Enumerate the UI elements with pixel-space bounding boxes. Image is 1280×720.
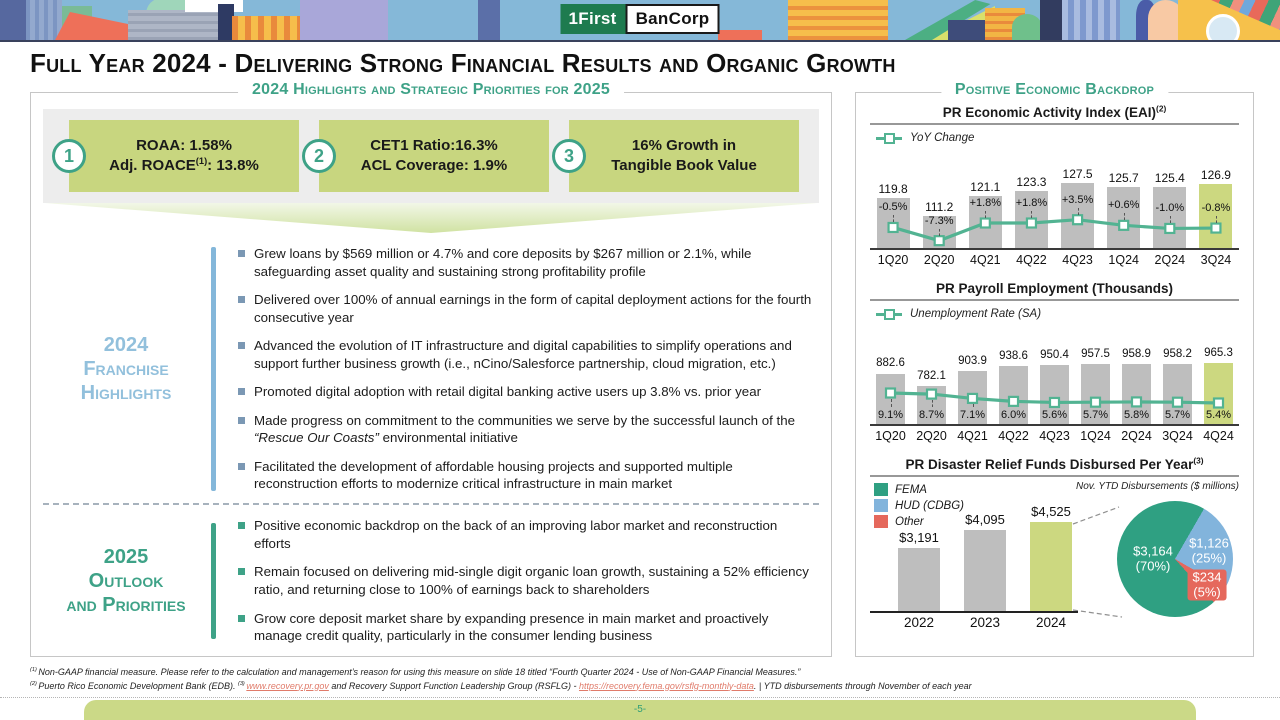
logo-first-mark: 1First bbox=[561, 4, 626, 34]
plot-area bbox=[870, 148, 1239, 250]
x-axis-label: 2Q20 bbox=[916, 429, 947, 443]
label-tick bbox=[1078, 208, 1079, 215]
bullet-list bbox=[234, 515, 819, 647]
text-segment: ACL Coverage: 1.9% bbox=[360, 157, 508, 174]
list-item bbox=[234, 563, 815, 598]
bullet-square-icon bbox=[238, 615, 245, 622]
bullet-list bbox=[234, 239, 819, 499]
pie-slice-label bbox=[1189, 536, 1229, 565]
highlight-text bbox=[319, 136, 549, 156]
bullet-text bbox=[254, 564, 809, 597]
chart-title-rule bbox=[870, 123, 1239, 125]
section-label bbox=[43, 515, 209, 647]
list-item bbox=[234, 458, 815, 493]
x-axis-label: 2024 bbox=[1035, 615, 1067, 630]
bullet-square-icon bbox=[238, 463, 245, 470]
label-tick bbox=[1216, 216, 1217, 223]
chart-title bbox=[870, 281, 1239, 296]
chart-pr-payroll-employment-thousands- bbox=[870, 281, 1239, 443]
bar-value-label: 958.9 bbox=[1122, 347, 1151, 360]
banner-shape bbox=[718, 30, 762, 40]
bar-value-label: 950.4 bbox=[1040, 348, 1069, 361]
bullet-text bbox=[254, 292, 811, 325]
bar bbox=[1030, 522, 1072, 611]
bar-value-label: 903.9 bbox=[958, 354, 987, 367]
list-item bbox=[234, 517, 815, 552]
section-label-line: 2025 bbox=[103, 546, 149, 568]
x-axis-label: 1Q24 bbox=[1108, 253, 1139, 267]
text-segment: and Recovery Support Function Leadership Group (RSFLG) - bbox=[328, 680, 579, 691]
page-number-bar bbox=[84, 700, 1196, 720]
x-axis-line bbox=[870, 611, 1078, 613]
bar-value-label: 782.1 bbox=[917, 370, 946, 383]
bar bbox=[898, 548, 940, 611]
text-segment: Advanced the evolution of IT infrastructure and digital capabilities to simplify operations and support further business growth (i.e., nCino/Salesforce partnership, cloud migration, etc.) bbox=[254, 338, 792, 371]
pie-slice-value: $1,126 bbox=[1189, 535, 1229, 551]
banner-shape bbox=[948, 20, 988, 40]
label-tick bbox=[1124, 213, 1125, 220]
legend-label: YoY Change bbox=[910, 132, 975, 144]
chart-title bbox=[870, 457, 1239, 472]
label-tick bbox=[939, 229, 940, 236]
line-value-label: -7.3% bbox=[924, 214, 954, 227]
x-axis-label: 4Q23 bbox=[1062, 253, 1093, 267]
list-item bbox=[234, 383, 815, 401]
chart-title bbox=[870, 105, 1239, 120]
bar-value-label: 123.3 bbox=[1016, 175, 1047, 190]
legend-entry-label: FEMA bbox=[895, 483, 927, 496]
label-tick bbox=[891, 399, 892, 407]
legend-entry-label: Other bbox=[895, 515, 924, 528]
highlight-number-badge: 2 bbox=[302, 139, 336, 173]
x-axis-label: 4Q22 bbox=[1016, 253, 1047, 267]
bar-value-label: 882.6 bbox=[876, 357, 905, 370]
chart-note: Nov. YTD Disbursements ($ millions) bbox=[1075, 481, 1239, 492]
x-axis-label: 4Q21 bbox=[970, 253, 1001, 267]
line-value-label: +3.5% bbox=[1061, 193, 1094, 206]
text-segment: (3) bbox=[237, 680, 247, 687]
label-tick bbox=[973, 404, 974, 407]
banner-shape bbox=[788, 0, 888, 40]
list-item bbox=[234, 291, 815, 326]
highlight-box bbox=[313, 120, 549, 192]
line-value-label: +1.8% bbox=[969, 197, 1002, 209]
x-axis-label: 2022 bbox=[903, 615, 935, 630]
banner-shape bbox=[1012, 14, 1042, 40]
bullet-square-icon bbox=[238, 522, 245, 529]
bar-value-label: 958.2 bbox=[1163, 347, 1192, 360]
chart-title-text: PR Disaster Relief Funds Disbursed Per Year bbox=[905, 457, 1194, 472]
x-axis-label: 2Q20 bbox=[923, 253, 955, 267]
line-value-label: -0.8% bbox=[1201, 202, 1231, 215]
text-segment: environmental initiative bbox=[378, 430, 518, 446]
chart-title-rule bbox=[870, 299, 1239, 301]
left-panel-header: 2024 Highlights and Strategic Priorities for 2025 bbox=[238, 81, 624, 99]
x-axis-label: 4Q23 bbox=[1039, 429, 1070, 443]
line-value-label: 5.4% bbox=[1205, 409, 1232, 421]
bar-value-label: 125.4 bbox=[1154, 171, 1185, 186]
highlight-number-badge: 3 bbox=[552, 139, 586, 173]
bullet-text bbox=[254, 413, 795, 446]
bar-value-label: 126.9 bbox=[1200, 168, 1231, 183]
trend-line bbox=[870, 148, 1239, 248]
line-marker-icon bbox=[876, 313, 902, 316]
text-segment: Puerto Rico Economic Development Bank (EDB). bbox=[38, 680, 238, 691]
x-axis-label: 2Q24 bbox=[1121, 429, 1152, 443]
line-value-label: +1.8% bbox=[1015, 197, 1048, 209]
bullet-square-icon bbox=[238, 388, 245, 395]
x-axis-label: 1Q20 bbox=[875, 429, 906, 443]
footnotes bbox=[30, 666, 1254, 693]
text-segment: “Rescue Our Coasts” bbox=[254, 430, 379, 446]
banner-shape bbox=[0, 0, 26, 40]
bar-value-label: 957.5 bbox=[1081, 347, 1110, 360]
x-axis-label: 3Q24 bbox=[1162, 429, 1193, 443]
footnote-link[interactable]: https://recovery.fema.gov/rsflg-monthly-data bbox=[579, 680, 754, 691]
chart-legend bbox=[876, 308, 1239, 320]
label-tick bbox=[985, 211, 986, 218]
bar-value-label: $3,191 bbox=[899, 530, 939, 546]
pie-slice-value: $234 bbox=[1192, 569, 1222, 585]
line-value-label: 5.8% bbox=[1123, 409, 1150, 421]
text-segment: Made progress on commitment to the communities we serve by the successful launch of the bbox=[254, 412, 795, 428]
x-axis-label: 1Q24 bbox=[1080, 429, 1111, 443]
banner-shape bbox=[128, 10, 220, 40]
bar-value-label: $4,095 bbox=[965, 512, 1005, 528]
text-segment: ROAA: 1.58% bbox=[136, 137, 232, 155]
page-title: Full Year 2024 - Delivering Strong Financial Results and Organic Growth bbox=[30, 48, 896, 78]
page-number: -5- bbox=[633, 704, 647, 715]
legend-label: Unemployment Rate (SA) bbox=[910, 308, 1042, 320]
banner-shape bbox=[185, 0, 243, 12]
label-tick bbox=[1031, 211, 1032, 218]
section-label-line: and Priorities bbox=[66, 594, 186, 616]
list-item bbox=[234, 245, 815, 280]
text-segment: Remain focused on delivering mid-single digit organic loan growth, sustaining a 52% efficiency ratio, and returning close to 100% of earnings back to shareholders bbox=[254, 564, 809, 597]
bar-value-label: 965.3 bbox=[1204, 346, 1233, 359]
text-segment: CET1 Ratio:16.3% bbox=[370, 137, 498, 155]
text-segment: (1) bbox=[30, 667, 39, 673]
list-item bbox=[234, 337, 815, 372]
highlight-text bbox=[69, 156, 299, 176]
text-segment: Facilitated the development of affordable housing projects and supported multiple reconstruction efforts to modernize critical infrastructure in main market bbox=[254, 458, 733, 492]
section-accent-bar bbox=[211, 247, 216, 491]
highlight-text bbox=[319, 156, 549, 176]
list-item bbox=[234, 610, 815, 645]
section-2025 bbox=[31, 509, 831, 647]
line-value-label: 5.7% bbox=[1164, 409, 1191, 421]
bullet-square-icon bbox=[238, 342, 245, 349]
logo-bancorp-mark: BanCorp bbox=[626, 4, 720, 34]
section-divider bbox=[43, 503, 819, 505]
footnote-line bbox=[30, 680, 1254, 694]
highlight-text bbox=[569, 136, 799, 156]
economic-backdrop-panel bbox=[855, 81, 1254, 657]
bar-value-label: 119.8 bbox=[878, 182, 908, 197]
x-axis-label: 4Q22 bbox=[998, 429, 1029, 443]
highlight-number-badge: 1 bbox=[52, 139, 86, 173]
label-tick bbox=[1170, 216, 1171, 223]
banner-shape bbox=[300, 0, 388, 40]
bar-value-label: 938.6 bbox=[999, 350, 1028, 363]
bullet-text bbox=[254, 384, 761, 399]
highlight-text bbox=[569, 156, 799, 176]
bar-value-label: 111.2 bbox=[925, 199, 954, 214]
line-value-label: 8.7% bbox=[918, 409, 945, 421]
text-segment: Delivered over 100% of annual earnings in the form of capital deployment actions for the fourth consecutive year bbox=[254, 292, 812, 325]
chart-title-footnote-ref: (2) bbox=[1156, 103, 1167, 114]
bullet-square-icon bbox=[238, 417, 245, 424]
text-segment: 16% Growth in bbox=[631, 137, 737, 155]
plot-area bbox=[870, 324, 1239, 426]
section-label-line: Outlook bbox=[88, 570, 164, 592]
section-label-line: 2024 bbox=[103, 334, 149, 356]
footnote-link[interactable]: www.recovery.pr.gov bbox=[246, 680, 329, 691]
text-segment: Tangible Book Value bbox=[611, 157, 757, 174]
banner-shape bbox=[1040, 0, 1062, 40]
highlight-box bbox=[563, 120, 799, 192]
text-segment: : 13.8% bbox=[207, 157, 259, 174]
chart-disaster-relief-funds bbox=[870, 457, 1239, 633]
text-segment: (2) bbox=[30, 680, 39, 687]
city-skyline-illustration bbox=[0, 0, 1280, 42]
x-axis-label: 2023 bbox=[969, 615, 1001, 630]
chart-pr-economic-activity-index-eai- bbox=[870, 105, 1239, 267]
chart-title-footnote-ref: (3) bbox=[1193, 455, 1204, 466]
bullet-text bbox=[254, 611, 768, 644]
bullet-text bbox=[254, 518, 777, 551]
bar-value-label: 121.1 bbox=[970, 179, 1001, 194]
text-segment: Positive economic backdrop on the back of an improving labor market and reconstruction efforts bbox=[254, 518, 778, 551]
text-segment: (1) bbox=[195, 156, 208, 166]
pie-slice-pct: (5%) bbox=[1193, 584, 1221, 599]
banner-shape bbox=[1062, 0, 1120, 40]
line-value-label: 6.0% bbox=[1000, 409, 1027, 421]
banner-shape bbox=[1206, 14, 1240, 42]
bullet-square-icon bbox=[238, 296, 245, 303]
x-axis-labels bbox=[870, 429, 1239, 443]
text-segment: . | YTD disbursements through November of each year bbox=[753, 680, 972, 691]
banner-shape bbox=[478, 0, 500, 40]
highlights-panel bbox=[30, 81, 832, 657]
bullet-text bbox=[254, 338, 792, 371]
line-value-label: +0.6% bbox=[1107, 199, 1140, 212]
line-value-label: 5.6% bbox=[1041, 409, 1068, 421]
right-panel-header: Positive Economic Backdrop bbox=[941, 81, 1168, 99]
bar-value-label: $4,525 bbox=[1031, 503, 1071, 519]
chart-title-text: PR Payroll Employment (Thousands) bbox=[935, 281, 1174, 296]
section-2024 bbox=[31, 233, 831, 499]
footnote-line bbox=[30, 666, 1254, 680]
x-axis-label: 2Q24 bbox=[1154, 253, 1186, 267]
line-value-label: 7.1% bbox=[959, 409, 986, 421]
highlight-text bbox=[69, 136, 299, 156]
disaster-chart-body bbox=[870, 481, 1239, 633]
chart-title-text: PR Economic Activity Index (EAI) bbox=[942, 105, 1157, 120]
text-segment: Adj. ROACE bbox=[109, 157, 196, 174]
x-axis-labels bbox=[870, 253, 1239, 267]
banner-shape bbox=[26, 0, 62, 40]
legend-entry-label: HUD (CDBG) bbox=[895, 499, 964, 512]
line-value-label: 5.7% bbox=[1082, 409, 1109, 421]
bar-value-label: 125.7 bbox=[1108, 170, 1139, 185]
pie-slice-pct: (25%) bbox=[1191, 550, 1227, 565]
line-marker-icon bbox=[876, 137, 902, 140]
chart-title-rule bbox=[870, 475, 1239, 477]
text-segment: Promoted digital adoption with retail digital banking active users up 3.8% vs. prior year bbox=[254, 384, 762, 400]
x-axis-label: 1Q20 bbox=[877, 253, 909, 267]
x-axis-label: 4Q21 bbox=[957, 429, 988, 443]
chart-legend bbox=[876, 132, 1239, 144]
bullet-square-icon bbox=[238, 568, 245, 575]
x-axis-label: 3Q24 bbox=[1200, 253, 1232, 267]
label-tick bbox=[932, 400, 933, 407]
bullet-text bbox=[254, 246, 751, 279]
highlight-box bbox=[63, 120, 299, 192]
pie-slice-label bbox=[1188, 569, 1227, 600]
chevron-down-shape bbox=[45, 203, 817, 233]
section-label-line: Highlights bbox=[80, 382, 172, 404]
line-value-label: 9.1% bbox=[877, 409, 904, 421]
section-label bbox=[43, 239, 209, 499]
bullet-square-icon bbox=[238, 250, 245, 257]
key-metrics-strip bbox=[43, 109, 819, 203]
bottom-divider bbox=[0, 697, 1280, 698]
banner-shape bbox=[232, 16, 304, 40]
bar-value-label: 127.5 bbox=[1062, 167, 1093, 181]
x-axis-label: 4Q24 bbox=[1203, 429, 1234, 443]
line-value-label: -0.5% bbox=[878, 201, 908, 214]
pie-slice-value: $3,164 bbox=[1133, 543, 1173, 559]
company-logo bbox=[561, 4, 720, 34]
section-label-line: Franchise bbox=[83, 358, 169, 380]
text-segment: Grow core deposit market share by expanding presence in main market and proactively manage credit quality, particularly in the consumer lending business bbox=[254, 610, 769, 644]
text-segment: Grew loans by $569 million or 4.7% and core deposits by $267 million or 2.1%, while safeguarding asset quality and sustaining strong profitability profile bbox=[254, 245, 752, 279]
pie-slice-pct: (70%) bbox=[1135, 558, 1171, 573]
line-value-label: -1.0% bbox=[1155, 202, 1185, 215]
bullet-text bbox=[254, 459, 733, 492]
text-segment: Non-GAAP financial measure. Please refer to the calculation and management’s reason for using this measure on slide 18 titled “Fourth Quarter 2024 - Use of Non-GAAP Financial Measures.” bbox=[38, 667, 801, 677]
label-tick bbox=[893, 215, 894, 222]
section-accent-bar bbox=[211, 523, 216, 639]
bar bbox=[964, 530, 1006, 611]
pie-slice-label bbox=[1133, 544, 1173, 573]
list-item bbox=[234, 412, 815, 447]
